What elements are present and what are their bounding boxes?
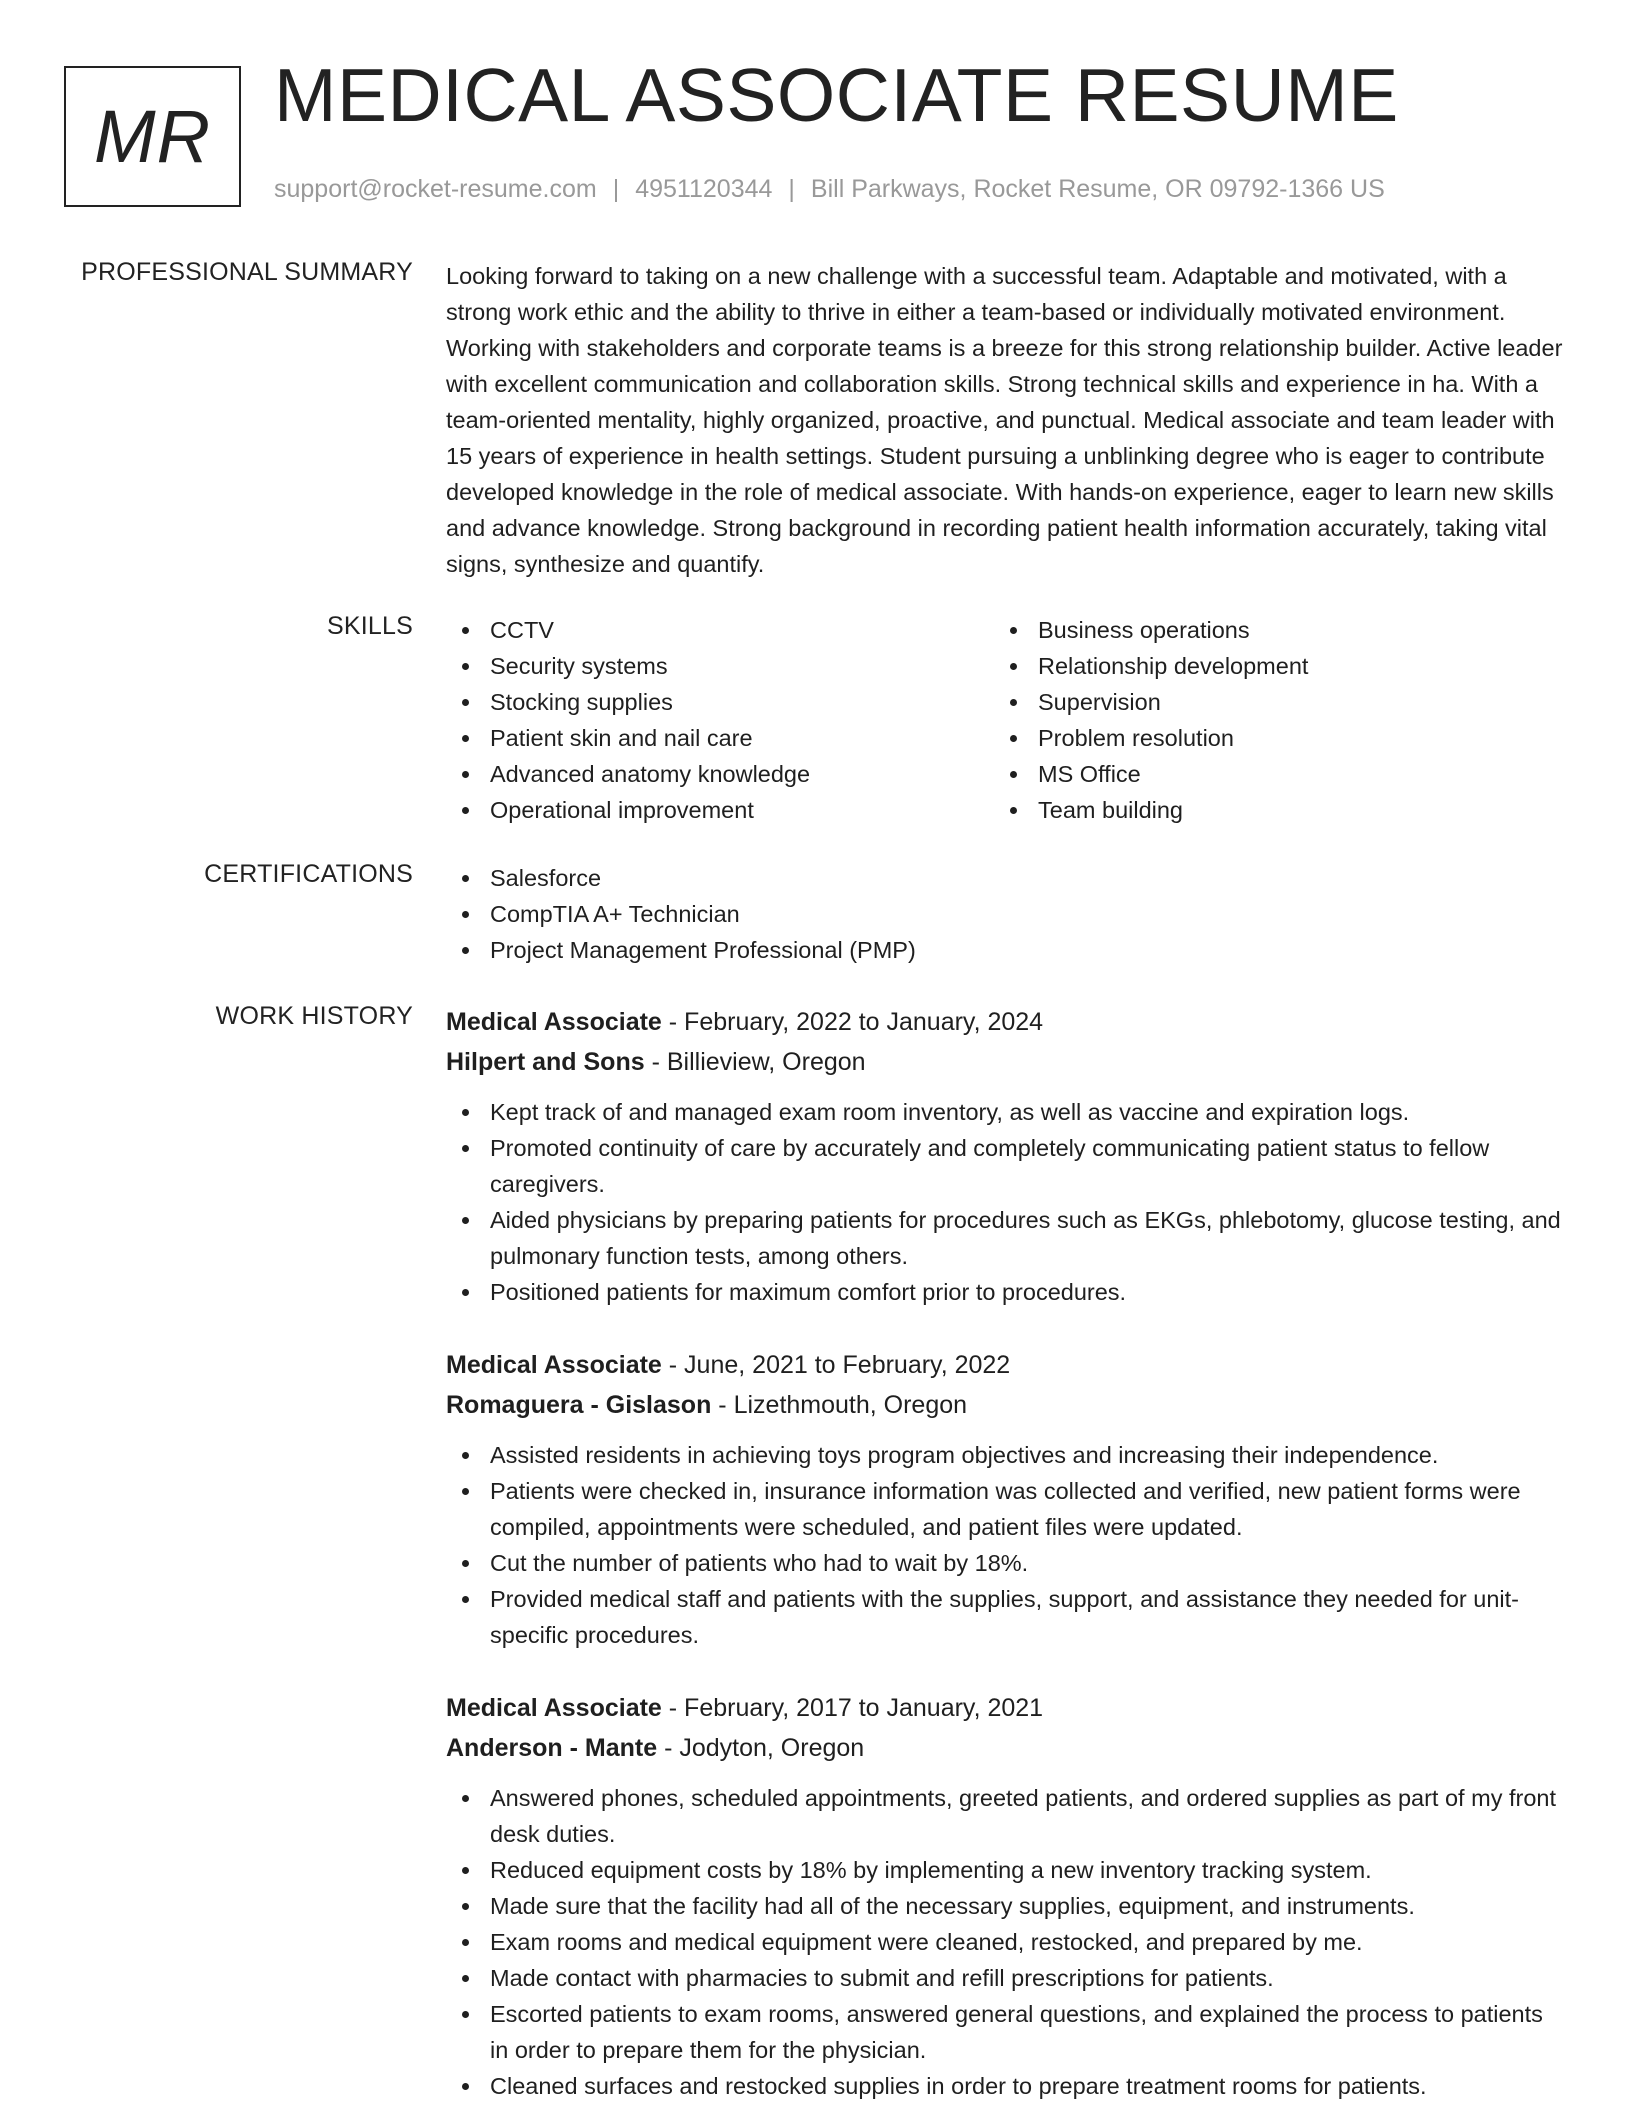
skills-heading: SKILLS bbox=[327, 612, 413, 640]
monogram-box bbox=[64, 66, 241, 207]
job-duties-list bbox=[446, 1094, 1566, 1310]
job-entry bbox=[446, 1345, 1566, 1653]
list-item: MS Office bbox=[994, 756, 1514, 792]
job-title-line bbox=[446, 1688, 1566, 1728]
list-item: Operational improvement bbox=[446, 792, 966, 828]
job-location: - Lizethmouth, Oregon bbox=[711, 1391, 968, 1419]
list-item: Salesforce bbox=[446, 860, 1566, 896]
list-item: Cut the number of patients who had to wait by 18%. bbox=[446, 1545, 1566, 1581]
list-item: Assisted residents in achieving toys program objectives and increasing their independence. bbox=[446, 1437, 1566, 1473]
list-item: Patient skin and nail care bbox=[446, 720, 966, 756]
job-title: Medical Associate bbox=[446, 1351, 662, 1379]
list-item: Supervision bbox=[994, 684, 1514, 720]
list-item: Aided physicians by preparing patients for procedures such as EKGs, phlebotomy, glucose testing, and pulmonary function tests, among others. bbox=[446, 1202, 1566, 1274]
job-duties-list bbox=[446, 1780, 1566, 2104]
list-item: CCTV bbox=[446, 612, 966, 648]
contact-separator: | bbox=[788, 175, 795, 203]
list-item: Escorted patients to exam rooms, answered general questions, and explained the process to patients in order to prepare them for the physician. bbox=[446, 1996, 1566, 2068]
list-item: Answered phones, scheduled appointments, greeted patients, and ordered supplies as part of my front desk duties. bbox=[446, 1780, 1566, 1852]
job-title: Medical Associate bbox=[446, 1008, 662, 1036]
list-item: Provided medical staff and patients with the supplies, support, and assistance they needed for unit-specific procedures. bbox=[446, 1581, 1566, 1653]
job-dates: - June, 2021 to February, 2022 bbox=[661, 1351, 1011, 1379]
list-item: CompTIA A+ Technician bbox=[446, 896, 1566, 932]
job-location: - Billieview, Oregon bbox=[644, 1048, 866, 1076]
list-item: Problem resolution bbox=[994, 720, 1514, 756]
contact-separator: | bbox=[612, 175, 620, 203]
work-history-heading: WORK HISTORY bbox=[215, 1002, 413, 1030]
job-dates: - February, 2017 to January, 2021 bbox=[661, 1694, 1044, 1722]
job-title: Medical Associate bbox=[446, 1694, 662, 1722]
list-item: Exam rooms and medical equipment were cleaned, restocked, and prepared by me. bbox=[446, 1924, 1566, 1960]
job-company-line bbox=[446, 1728, 1566, 1768]
skills-list-right bbox=[994, 612, 1514, 828]
resume-title: MEDICAL ASSOCIATE RESUME bbox=[274, 53, 1399, 137]
contact-phone: 4951120344 bbox=[635, 175, 773, 203]
contact-email: support@rocket-resume.com bbox=[274, 175, 597, 203]
list-item: Patients were checked in, insurance information was collected and verified, new patient forms were compiled, appointments were scheduled, and patient files were updated. bbox=[446, 1473, 1566, 1545]
job-entry bbox=[446, 1002, 1566, 1310]
list-item: Positioned patients for maximum comfort prior to procedures. bbox=[446, 1274, 1566, 1310]
certifications-body bbox=[446, 860, 1566, 968]
job-dates: - February, 2022 to January, 2024 bbox=[661, 1008, 1044, 1036]
job-title-line bbox=[446, 1002, 1566, 1042]
summary-heading: PROFESSIONAL SUMMARY bbox=[81, 258, 413, 286]
list-item: Team building bbox=[994, 792, 1514, 828]
job-company-line bbox=[446, 1385, 1566, 1425]
certifications-list bbox=[446, 860, 1566, 968]
job-duties-list bbox=[446, 1437, 1566, 1653]
skills-column-left bbox=[446, 612, 966, 828]
job-company: Romaguera - Gislason bbox=[446, 1391, 712, 1419]
contact-address: Bill Parkways, Rocket Resume, OR 09792-1366 US bbox=[810, 175, 1385, 203]
skills-column-right bbox=[994, 612, 1514, 828]
job-location: - Jodyton, Oregon bbox=[657, 1734, 865, 1762]
summary-text: Looking forward to taking on a new challenge with a successful team. Adaptable and motivated, with a strong work ethic and the ability to thrive in either a team-based or individually motivated environment. Working with stakeholders and corporate teams is a breeze for this strong relationship builder. Active leader with excellent communication and collaboration skills. Strong technical skills and experience in ha. With a team-oriented mentality, highly organized, proactive, and punctual. Medical associate and team leader with 15 years of experience in health settings. Student pursuing a unblinking degree who is eager to contribute developed knowledge in the role of medical associate. With hands-on experience, eager to learn new skills and advance knowledge. Strong background in recording patient health information accurately, taking vital signs, synthesize and quantify. bbox=[446, 263, 1563, 577]
job-company: Anderson - Mante bbox=[446, 1734, 658, 1762]
job-company-line bbox=[446, 1042, 1566, 1082]
list-item: Made sure that the facility had all of the necessary supplies, equipment, and instruments. bbox=[446, 1888, 1566, 1924]
list-item: Security systems bbox=[446, 648, 966, 684]
list-item: Project Management Professional (PMP) bbox=[446, 932, 1566, 968]
list-item: Promoted continuity of care by accurately and completely communicating patient status to fellow caregivers. bbox=[446, 1130, 1566, 1202]
list-item: Advanced anatomy knowledge bbox=[446, 756, 966, 792]
monogram-initials: MR bbox=[93, 95, 212, 178]
list-item: Relationship development bbox=[994, 648, 1514, 684]
list-item: Reduced equipment costs by 18% by implementing a new inventory tracking system. bbox=[446, 1852, 1566, 1888]
list-item: Business operations bbox=[994, 612, 1514, 648]
certifications-heading: CERTIFICATIONS bbox=[204, 860, 413, 888]
job-title-line bbox=[446, 1345, 1566, 1385]
list-item: Made contact with pharmacies to submit and refill prescriptions for patients. bbox=[446, 1960, 1566, 1996]
job-entry bbox=[446, 1688, 1566, 2104]
contact-line bbox=[274, 175, 1385, 204]
skills-list-left bbox=[446, 612, 966, 828]
list-item: Cleaned surfaces and restocked supplies in order to prepare treatment rooms for patients. bbox=[446, 2068, 1566, 2104]
list-item: Stocking supplies bbox=[446, 684, 966, 720]
job-company: Hilpert and Sons bbox=[446, 1048, 645, 1076]
list-item: Kept track of and managed exam room inventory, as well as vaccine and expiration logs. bbox=[446, 1094, 1566, 1130]
